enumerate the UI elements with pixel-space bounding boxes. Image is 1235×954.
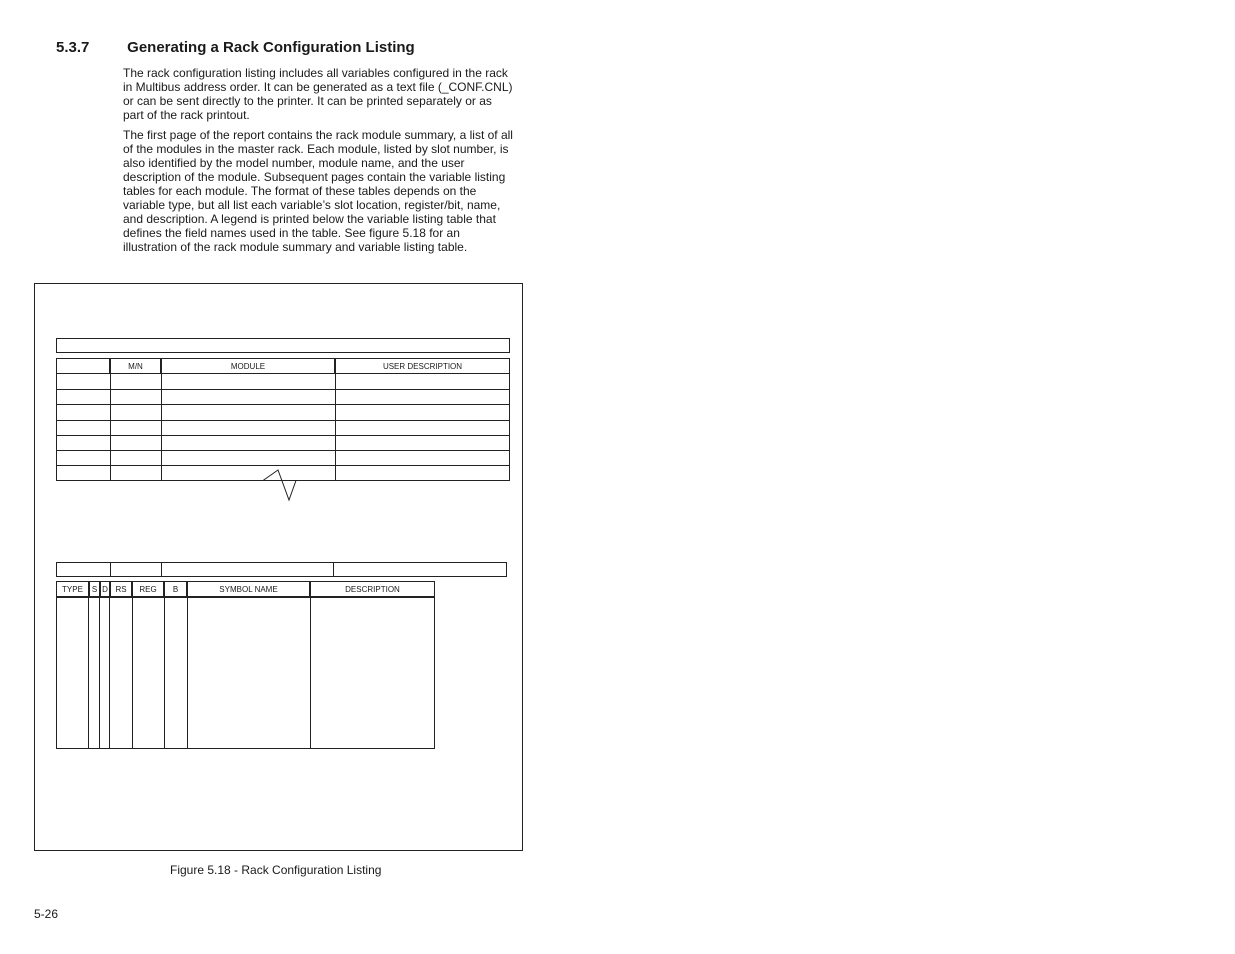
header-label: SYMBOL NAME <box>219 584 278 594</box>
header-label: B <box>172 584 179 594</box>
paragraph-1 <box>123 66 513 122</box>
page-number: 5-26 <box>34 907 59 921</box>
header-label: DESCRIPTION <box>345 584 400 594</box>
figure-frame <box>34 283 523 851</box>
section-heading <box>56 39 415 56</box>
header-label: MODULE <box>230 361 266 371</box>
variable-table-body <box>35 284 524 852</box>
header-label: D <box>102 584 108 594</box>
paragraph-text: The first page of the report contains the rack module summary, a list of all of the modules in the master rack. Each module, listed by slot number, is also identified by the model number, module name, and the user description of the module. Subsequent pages contain the variable listing tables for each module. The format of these tables depends on the variable type, but all list each variable’s slot location, register/bit, name, and description. A legend is printed below the variable listing table that defines the field names used in the table. See figure 5.18 for an illustration of the rack module summary and variable listing table. <box>123 128 513 254</box>
section-title: Generating a Rack Configuration Listing <box>127 39 415 56</box>
header-label: REG <box>139 584 157 594</box>
figure-caption: Figure 5.18 - Rack Configuration Listing <box>170 863 382 877</box>
paragraph-text: The rack configuration listing includes all variables configured in the rack in Multibus address order. It can be generated as a text file (_CONF.CNL) or can be sent directly to the printer. It can be printed separately or as part of the rack printout. <box>123 66 513 122</box>
header-label: USER DESCRIPTION <box>382 361 463 371</box>
header-label: TYPE <box>62 584 83 594</box>
section-number: 5.3.7 <box>56 39 90 56</box>
paragraph-2 <box>123 128 513 254</box>
header-label: M/N <box>128 361 143 371</box>
header-label: RS <box>115 584 127 594</box>
header-label: S <box>91 584 98 594</box>
